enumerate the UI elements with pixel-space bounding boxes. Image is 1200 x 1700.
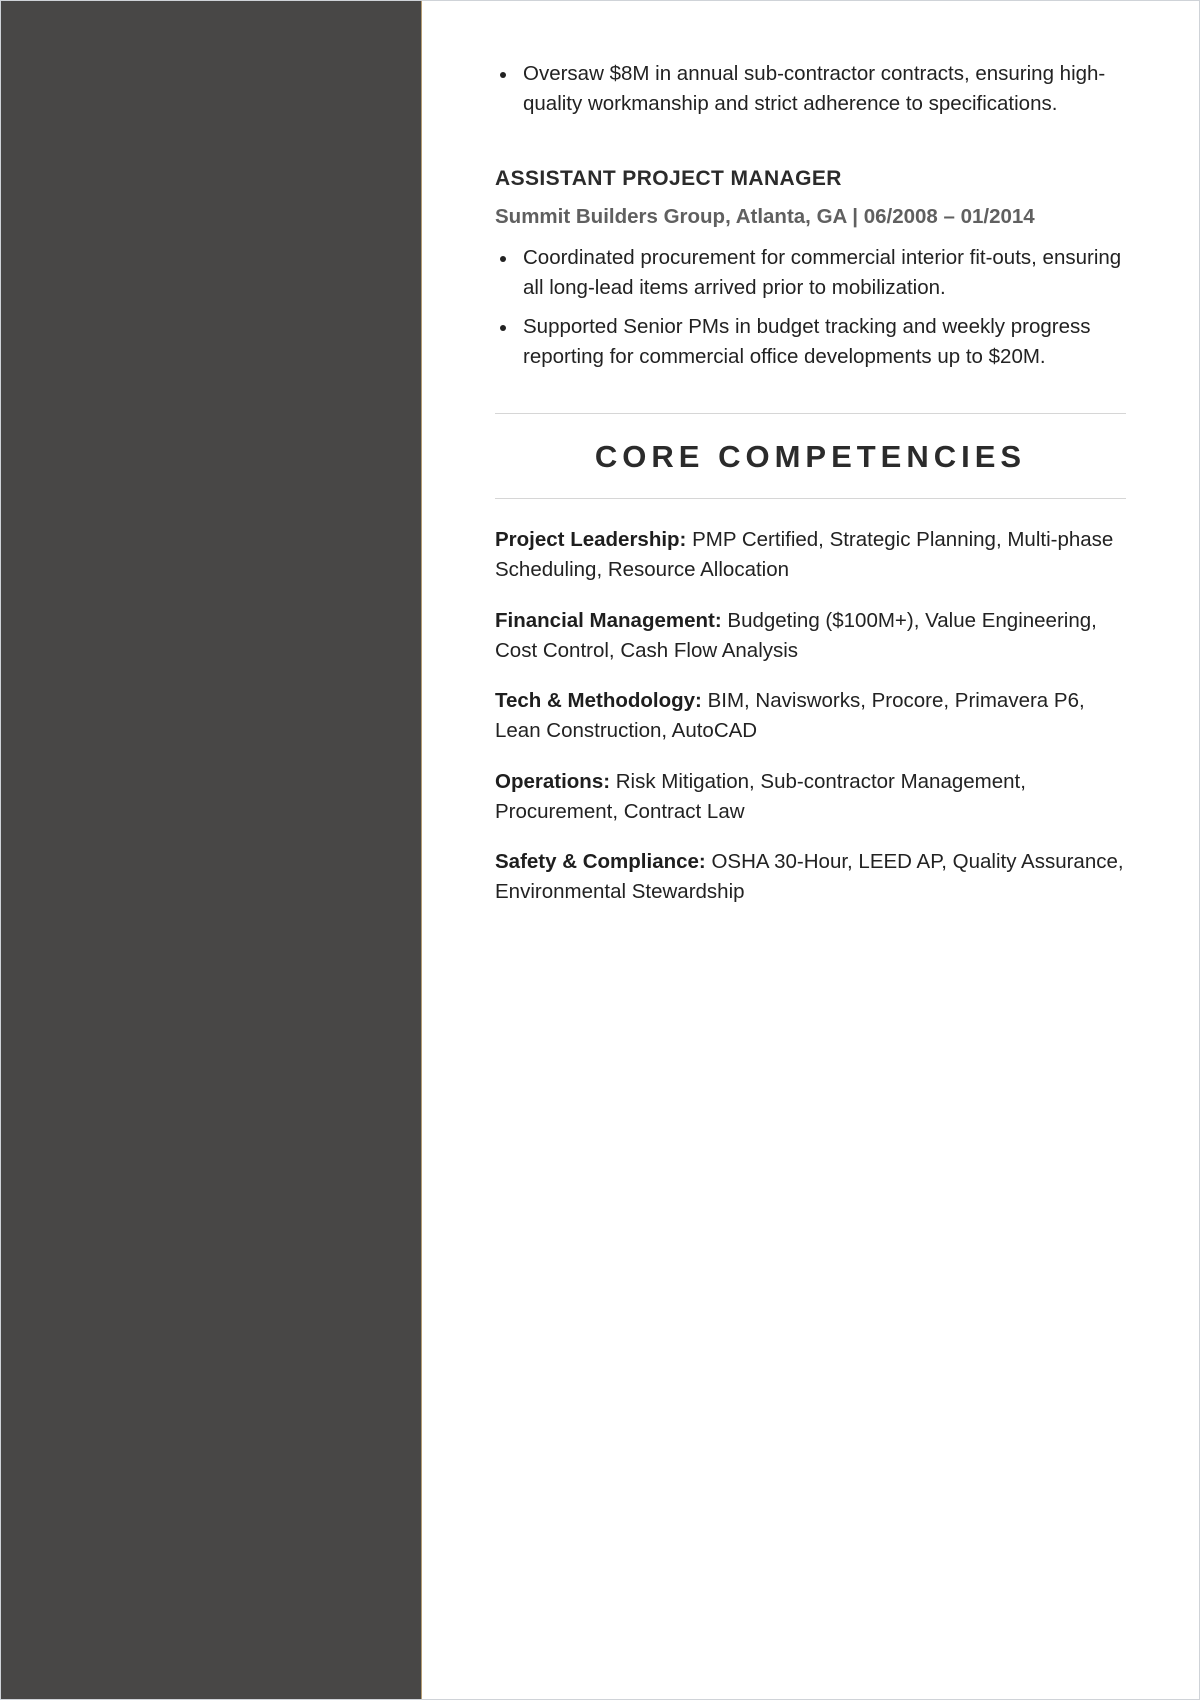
competency-label: Safety & Compliance:	[495, 850, 706, 873]
competency-text: Budgeting ($100M+), Value Engineering, Cost Control, Cash Flow Analysis	[495, 608, 1097, 662]
competency-item	[495, 686, 1126, 746]
competency-list	[495, 525, 1126, 907]
competency-label: Operations:	[495, 769, 611, 793]
list-item: Oversaw $8M in annual sub-contractor contracts, ensuring high-quality workmanship and strict adherence to specifications.	[495, 59, 1126, 119]
competency-item	[495, 847, 1126, 907]
previous-role-bullets	[495, 59, 1126, 119]
job-entry	[495, 167, 1126, 372]
sidebar-panel	[1, 1, 422, 1699]
section-title: CORE COMPETENCIES	[594, 439, 1027, 474]
section-divider-bottom	[495, 498, 1126, 499]
main-content	[422, 1, 1199, 1699]
competency-item	[495, 767, 1126, 827]
competency-text: PMP Certified, Strategic Planning, Multi-phase Scheduling, Resource Allocation	[495, 528, 1114, 581]
job-meta: Summit Builders Group, Atlanta, GA | 06/2008 – 01/2014	[495, 205, 1035, 228]
competency-text: Risk Mitigation, Sub-contractor Management, Procurement, Contract Law	[495, 769, 1026, 823]
core-competencies-section	[495, 413, 1126, 907]
competency-label: Financial Management:	[495, 608, 722, 632]
job-bullets	[495, 243, 1126, 372]
competency-item	[495, 606, 1126, 666]
list-item: Supported Senior PMs in budget tracking and weekly progress reporting for commercial office developments up to $20M.	[495, 312, 1126, 372]
competency-label: Tech & Methodology:	[495, 689, 702, 712]
competency-text: OSHA 30-Hour, LEED AP, Quality Assurance, Environmental Stewardship	[495, 850, 1124, 903]
list-item: Coordinated procurement for commercial interior fit-outs, ensuring all long-lead items arrived prior to mobilization.	[495, 243, 1126, 303]
job-title: ASSISTANT PROJECT MANAGER	[495, 167, 842, 190]
competency-item	[495, 525, 1126, 585]
competency-text: BIM, Navisworks, Procore, Primavera P6, Lean Construction, AutoCAD	[495, 689, 1085, 742]
competency-label: Project Leadership:	[495, 528, 687, 551]
section-divider-top	[495, 413, 1126, 414]
